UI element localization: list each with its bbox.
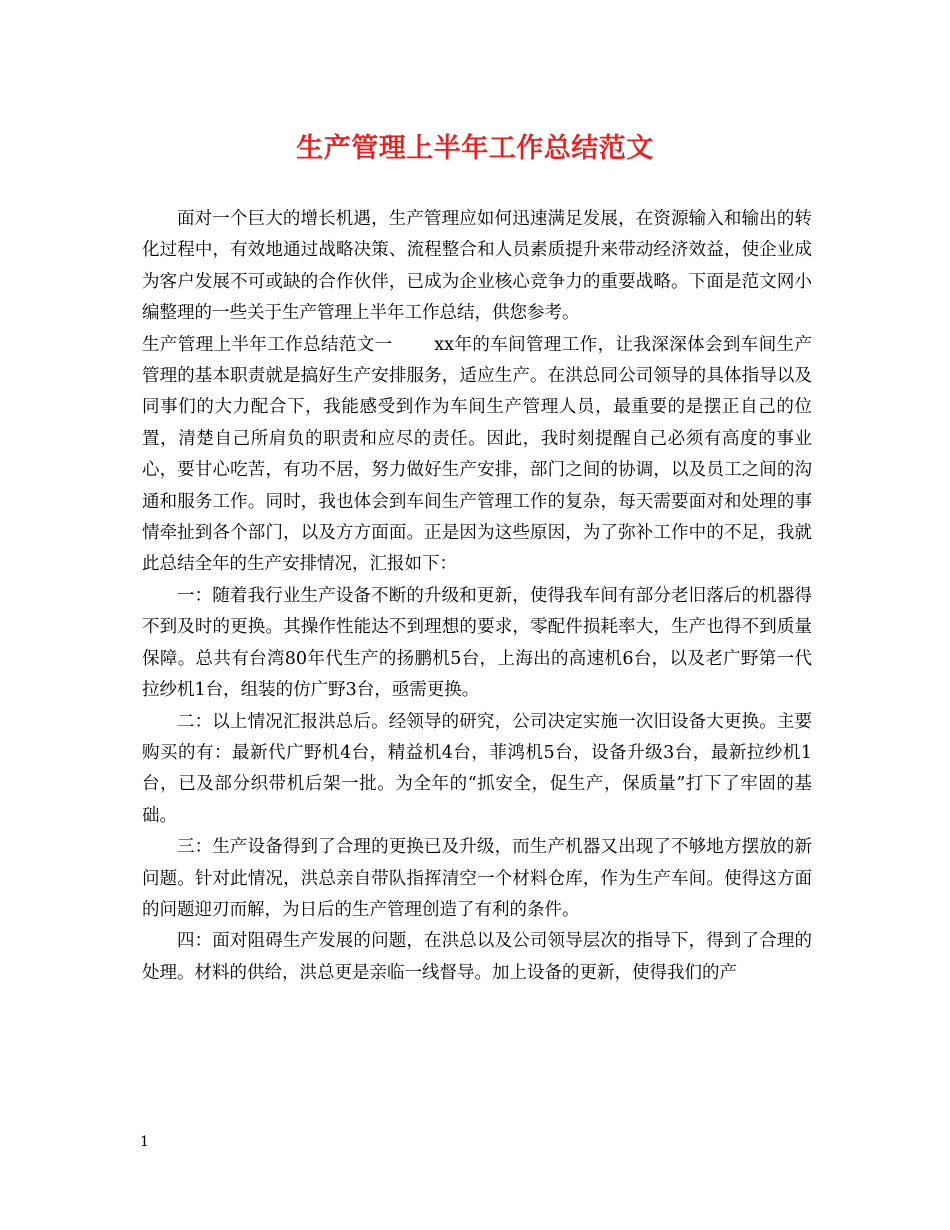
section-one-paragraph: 生产管理上半年工作总结范文一 xx年的车间管理工作，让我深深体会到车间生产管理的基本职责就是搞好生产安排服务，适应生产。在洪总同公司领导的具体指导以及同事们的大力配合下，我能感受到作为车间生产管理人员，最重要的是摆正自己的位置，清楚自己所肩负的职责和应尽的责任。因此，我时刻提醒自己必须有高度的事业心，要甘心吃苦，有功不居，努力做好生产安排，部门之间的协调，以及员工之间的沟通和服务工作。同时，我也体会到车间生产管理工作的复杂，每天需要面对和处理的事情牵扯到各个部门，以及方方面面。正是因为这些原因，为了弥补工作中的不足，我就此总结全年的生产安排情况，汇报如下： [142, 334, 812, 575]
intro-paragraph: 面对一个巨大的增长机遇，生产管理应如何迅速满足发展，在资源输入和输出的转化过程中，有效地通过战略决策、流程整合和人员素质提升来带动经济效益，使企业成为客户发展不可或缺的合作伙伴，已成为企业核心竞争力的重要战略。下面是范文网小编整理的一些关于生产管理上半年工作总结，供您参考。 [142, 209, 812, 324]
point-four-paragraph: 四：面对阻碍生产发展的问题，在洪总以及公司领导层次的指导下，得到了合理的处理。材料的供给，洪总更是亲临一线督导。加上设备的更新，使得我们的产 [142, 931, 812, 983]
point-two-paragraph: 二：以上情况汇报洪总后。经领导的研究，公司决定实施一次旧设备大更换。主要购买的有：最新代广野机4台，精益机4台，菲鸿机5台，设备升级3台，最新拉纱机1台，已及部分织带机后架一批。为全年的“抓安全，促生产，保质量”打下了牢固的基础。 [142, 711, 812, 826]
document-title: 生产管理上半年工作总结范文 [296, 133, 654, 164]
document-body [142, 204, 812, 989]
point-three-paragraph: 三：生产设备得到了合理的更换已及升级，而生产机器又出现了不够地方摆放的新问题。针对此情况，洪总亲自带队指挥清空一个材料仓库，作为生产车间。使得这方面的问题迎刃而解，为日后的生产管理创造了有利的条件。 [142, 837, 812, 920]
point-one-paragraph: 一：随着我行业生产设备不断的升级和更新，使得我车间有部分老旧落后的机器得不到及时的更换。其操作性能达不到理想的要求，零配件损耗率大，生产也得不到质量保障。总共有台湾80年代生产的扬鹏机5台，上海出的高速机6台，以及老广野第一代拉纱机1台，组装的仿广野3台，亟需更换。 [142, 585, 812, 701]
page-number: 1 [140, 1134, 149, 1150]
